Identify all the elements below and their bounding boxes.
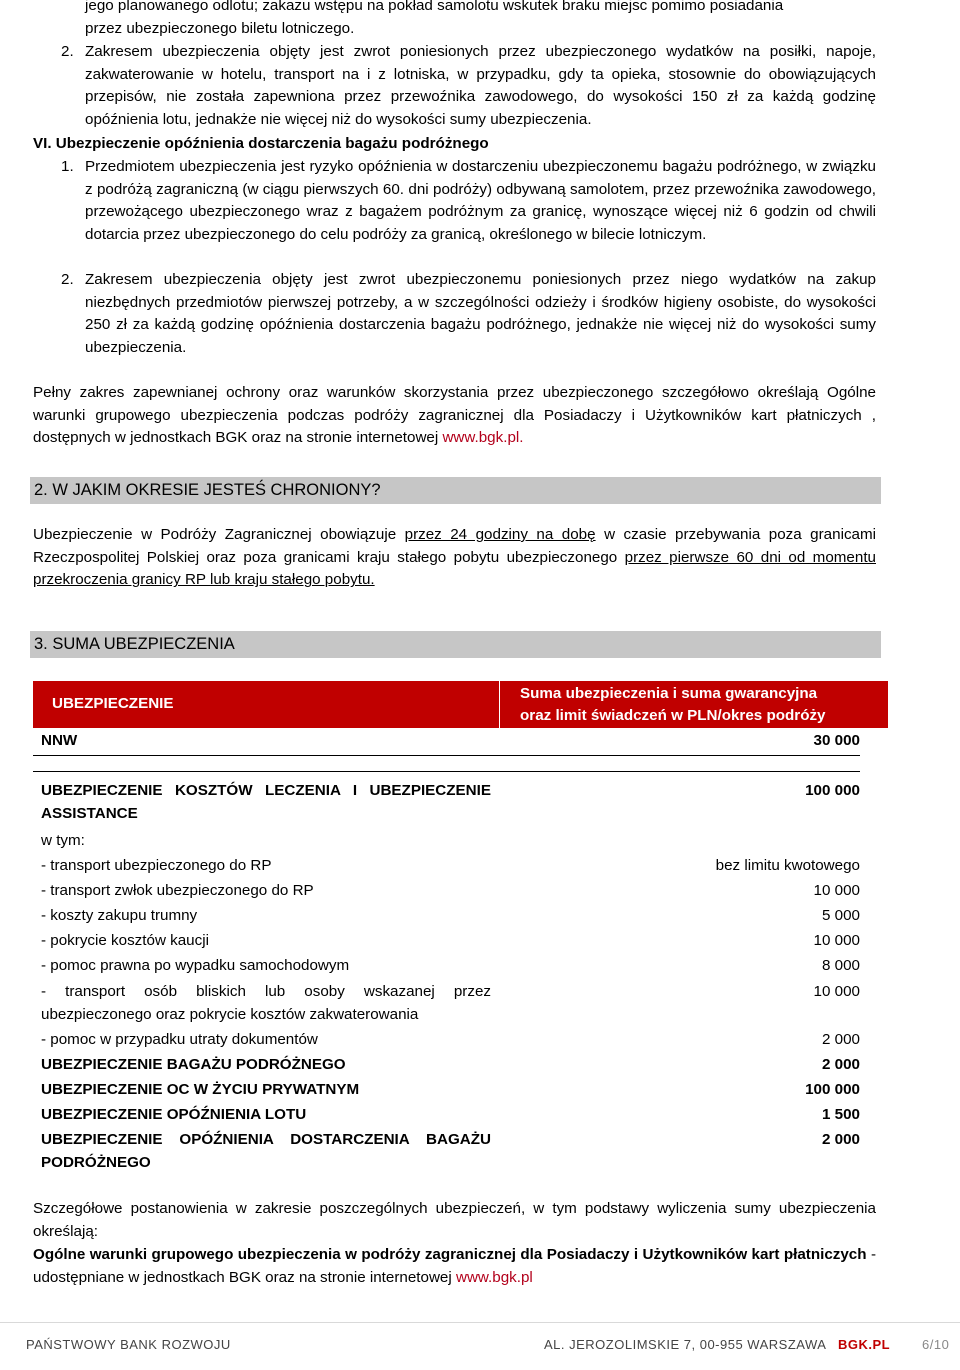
list-number: 1. [61, 158, 74, 175]
coverage-60-days-underlined: przez pierwsze 60 dni od momentu przekroczenia granicy RP lub kraju stałego pobytu. [33, 548, 876, 589]
coverage-period-text-2: w czasie przebywania poza granicami Rzeczpospolitej Polskiej oraz poza granicami kraju stałego pobytu ubezpieczonego [33, 526, 877, 566]
page-number: 6/10 [922, 1337, 950, 1352]
row-value: 1 500 [821, 1106, 860, 1123]
coverage-period-paragraph [33, 524, 876, 592]
row-value: 8 000 [821, 957, 860, 974]
coverage-24h-underlined: przez 24 godziny na dobę [404, 526, 596, 543]
bgk-website-link[interactable]: www.bgk.pl [455, 1268, 533, 1286]
table-header-insurance-label: UBEZPIECZENIE [52, 695, 174, 712]
row-value: 10 000 [813, 932, 860, 949]
row-value: 100 000 [805, 1081, 860, 1098]
row-value: 30 000 [813, 732, 860, 749]
row-value: 2 000 [821, 1131, 860, 1148]
section-3-title: 3. SUMA UBEZPIECZENIA [34, 635, 235, 653]
row-value: 5 000 [821, 907, 860, 924]
full-scope-text: Pełny zakres zapewnianej ochrony oraz warunków skorzystania przez ubezpieczonego szczegółowo określają Ogólne warunki grupowego ubezpieczenia podczas podróży zagranicznej dla Posiadaczy i Użytkowników kart płatniczych , dostępnych w jednostkach BGK oraz na stronie internetowej [33, 384, 876, 447]
table-divider [33, 755, 860, 756]
continuation-line-2: przez ubezpieczonego biletu lotniczego. [85, 20, 355, 37]
row-label: - transport zwłok ubezpieczonego do RP [41, 882, 314, 899]
row-label: UBEZPIECZENIE KOSZTÓW LECZENIA I UBEZPIECZENIE ASSISTANCE [41, 782, 491, 822]
details-terms-paragraph [33, 1244, 876, 1289]
bgk-website-link[interactable]: www.bgk.pl. [442, 429, 524, 447]
row-value: 10 000 [813, 882, 860, 899]
table-header-sum [500, 681, 888, 728]
row-label: UBEZPIECZENIE OPÓŹNIENIA DOSTARCZENIA BAGAŻU PODRÓŻNEGO [41, 1131, 491, 1171]
footer-divider [0, 1322, 960, 1323]
row-value: bez limitu kwotowego [715, 857, 860, 874]
footer-address: AL. JEROZOLIMSKIE 7, 00-955 WARSZAWA [544, 1337, 827, 1352]
table-header-sum-line-2: oraz limit świadczeń w PLN/okres podróży [520, 707, 826, 724]
row-label: UBEZPIECZENIE OPÓŹNIENIA LOTU [41, 1106, 307, 1123]
row-label: - pomoc prawna po wypadku samochodowym [41, 957, 350, 974]
row-label: UBEZPIECZENIE BAGAŻU PODRÓŻNEGO [41, 1056, 346, 1073]
row-label: - pokrycie kosztów kaucji [41, 932, 209, 949]
terms-availability-text: - udostępniane w jednostkach BGK oraz na stronie internetowej [33, 1246, 876, 1286]
row-label: NNW [41, 732, 78, 749]
row-label: - koszty zakupu trumny [41, 907, 198, 924]
row-value: 2 000 [821, 1031, 860, 1048]
table-header-insurance [33, 681, 499, 728]
section-2-title-bar [30, 477, 881, 504]
row-value: 2 000 [821, 1056, 860, 1073]
row-label: UBEZPIECZENIE OC W ŻYCIU PRYWATNYM [41, 1081, 360, 1098]
row-label: - transport osób bliskich lub osoby wskazanej przez ubezpieczonego oraz pokrycie kosztów zakwaterowania [41, 983, 491, 1023]
baggage-delay-scope-paragraph: Zakresem ubezpieczenia objęty jest zwrot ubezpieczonemu poniesionych przez niego wydatków na zakup niezbędnych przedmiotów pierwszej potrzeby, a w szczególności odzieży i środków higieny osobiste, do wysokości 250 zł za każdą godzinę opóźnienia dostarczenia bagażu podróżnego, jednakże nie więcej niż do wysokości sumy ubezpieczenia. [85, 271, 876, 357]
flight-delay-scope-paragraph: Zakresem ubezpieczenia objęty jest zwrot poniesionych przez ubezpieczonego wydatków na posiłki, napoje, zakwaterowanie w hotelu, transport na i z lotniska, w przypadku, gdy ta opieka, stosownie do obowiązujących przepisów, nie została zapewniona przez przewoźnika zawodowego, do wysokości 150 zł za każdą godzinę opóźnienia lotu, jednakże nie więcej niż do wysokości sumy ubezpieczenia. [85, 43, 876, 129]
row-label: - transport ubezpieczonego do RP [41, 857, 272, 874]
row-value: 10 000 [813, 983, 860, 1000]
row-label: w tym: [41, 832, 85, 849]
terms-title: Ogólne warunki grupowego ubezpieczenia w podróży zagranicznej dla Posiadaczy i Użytkowników kart płatniczych [33, 1246, 867, 1263]
baggage-delay-subject-paragraph: Przedmiotem ubezpieczenia jest ryzyko opóźnienia w dostarczeniu ubezpieczonemu bagażu podróżnego, w związku z podróżą zagraniczną (w ciągu pierwszych 60. dni podróży) odbywaną samolotem, przez przewoźnika zawodowego, przewożącego ubezpieczonego wraz z bagażem podróżnym za granicę, wynoszące więcej niż 6 godzin od chwili dotarcia przez ubezpieczonego do celu podróży za granicą, określonego w bilecie lotniczym. [85, 158, 876, 244]
section-2-title: 2. W JAKIM OKRESIE JESTEŚ CHRONIONY? [34, 481, 381, 499]
footer-bank-name: PAŃSTWOWY BANK ROZWOJU [26, 1337, 231, 1352]
list-number: 2. [61, 43, 74, 60]
section-vi-heading: VI. Ubezpieczenie opóźnienia dostarczenia bagażu podróżnego [33, 135, 489, 152]
continuation-line-1: jego planowanego odlotu; zakazu wstępu na pokład samolotu wskutek braku miejsc pomimo posiadania [85, 0, 784, 14]
row-value: 100 000 [805, 782, 860, 799]
section-3-title-bar [30, 631, 881, 658]
table-header-sum-line-1: Suma ubezpieczenia i suma gwarancyjna [520, 685, 818, 702]
row-label: - pomoc w przypadku utraty dokumentów [41, 1031, 318, 1048]
details-paragraph: Szczegółowe postanowienia w zakresie poszczególnych ubezpieczeń, w tym podstawy wyliczenia sumy ubezpieczenia określają: [33, 1200, 876, 1240]
table-divider [33, 771, 860, 772]
list-number: 2. [61, 271, 74, 288]
full-scope-paragraph [33, 382, 876, 450]
coverage-period-text: Ubezpieczenie w Podróży Zagranicznej obowiązuje [33, 526, 405, 543]
table-row-nnw [41, 730, 860, 753]
footer-brand: BGK.PL [838, 1337, 891, 1352]
